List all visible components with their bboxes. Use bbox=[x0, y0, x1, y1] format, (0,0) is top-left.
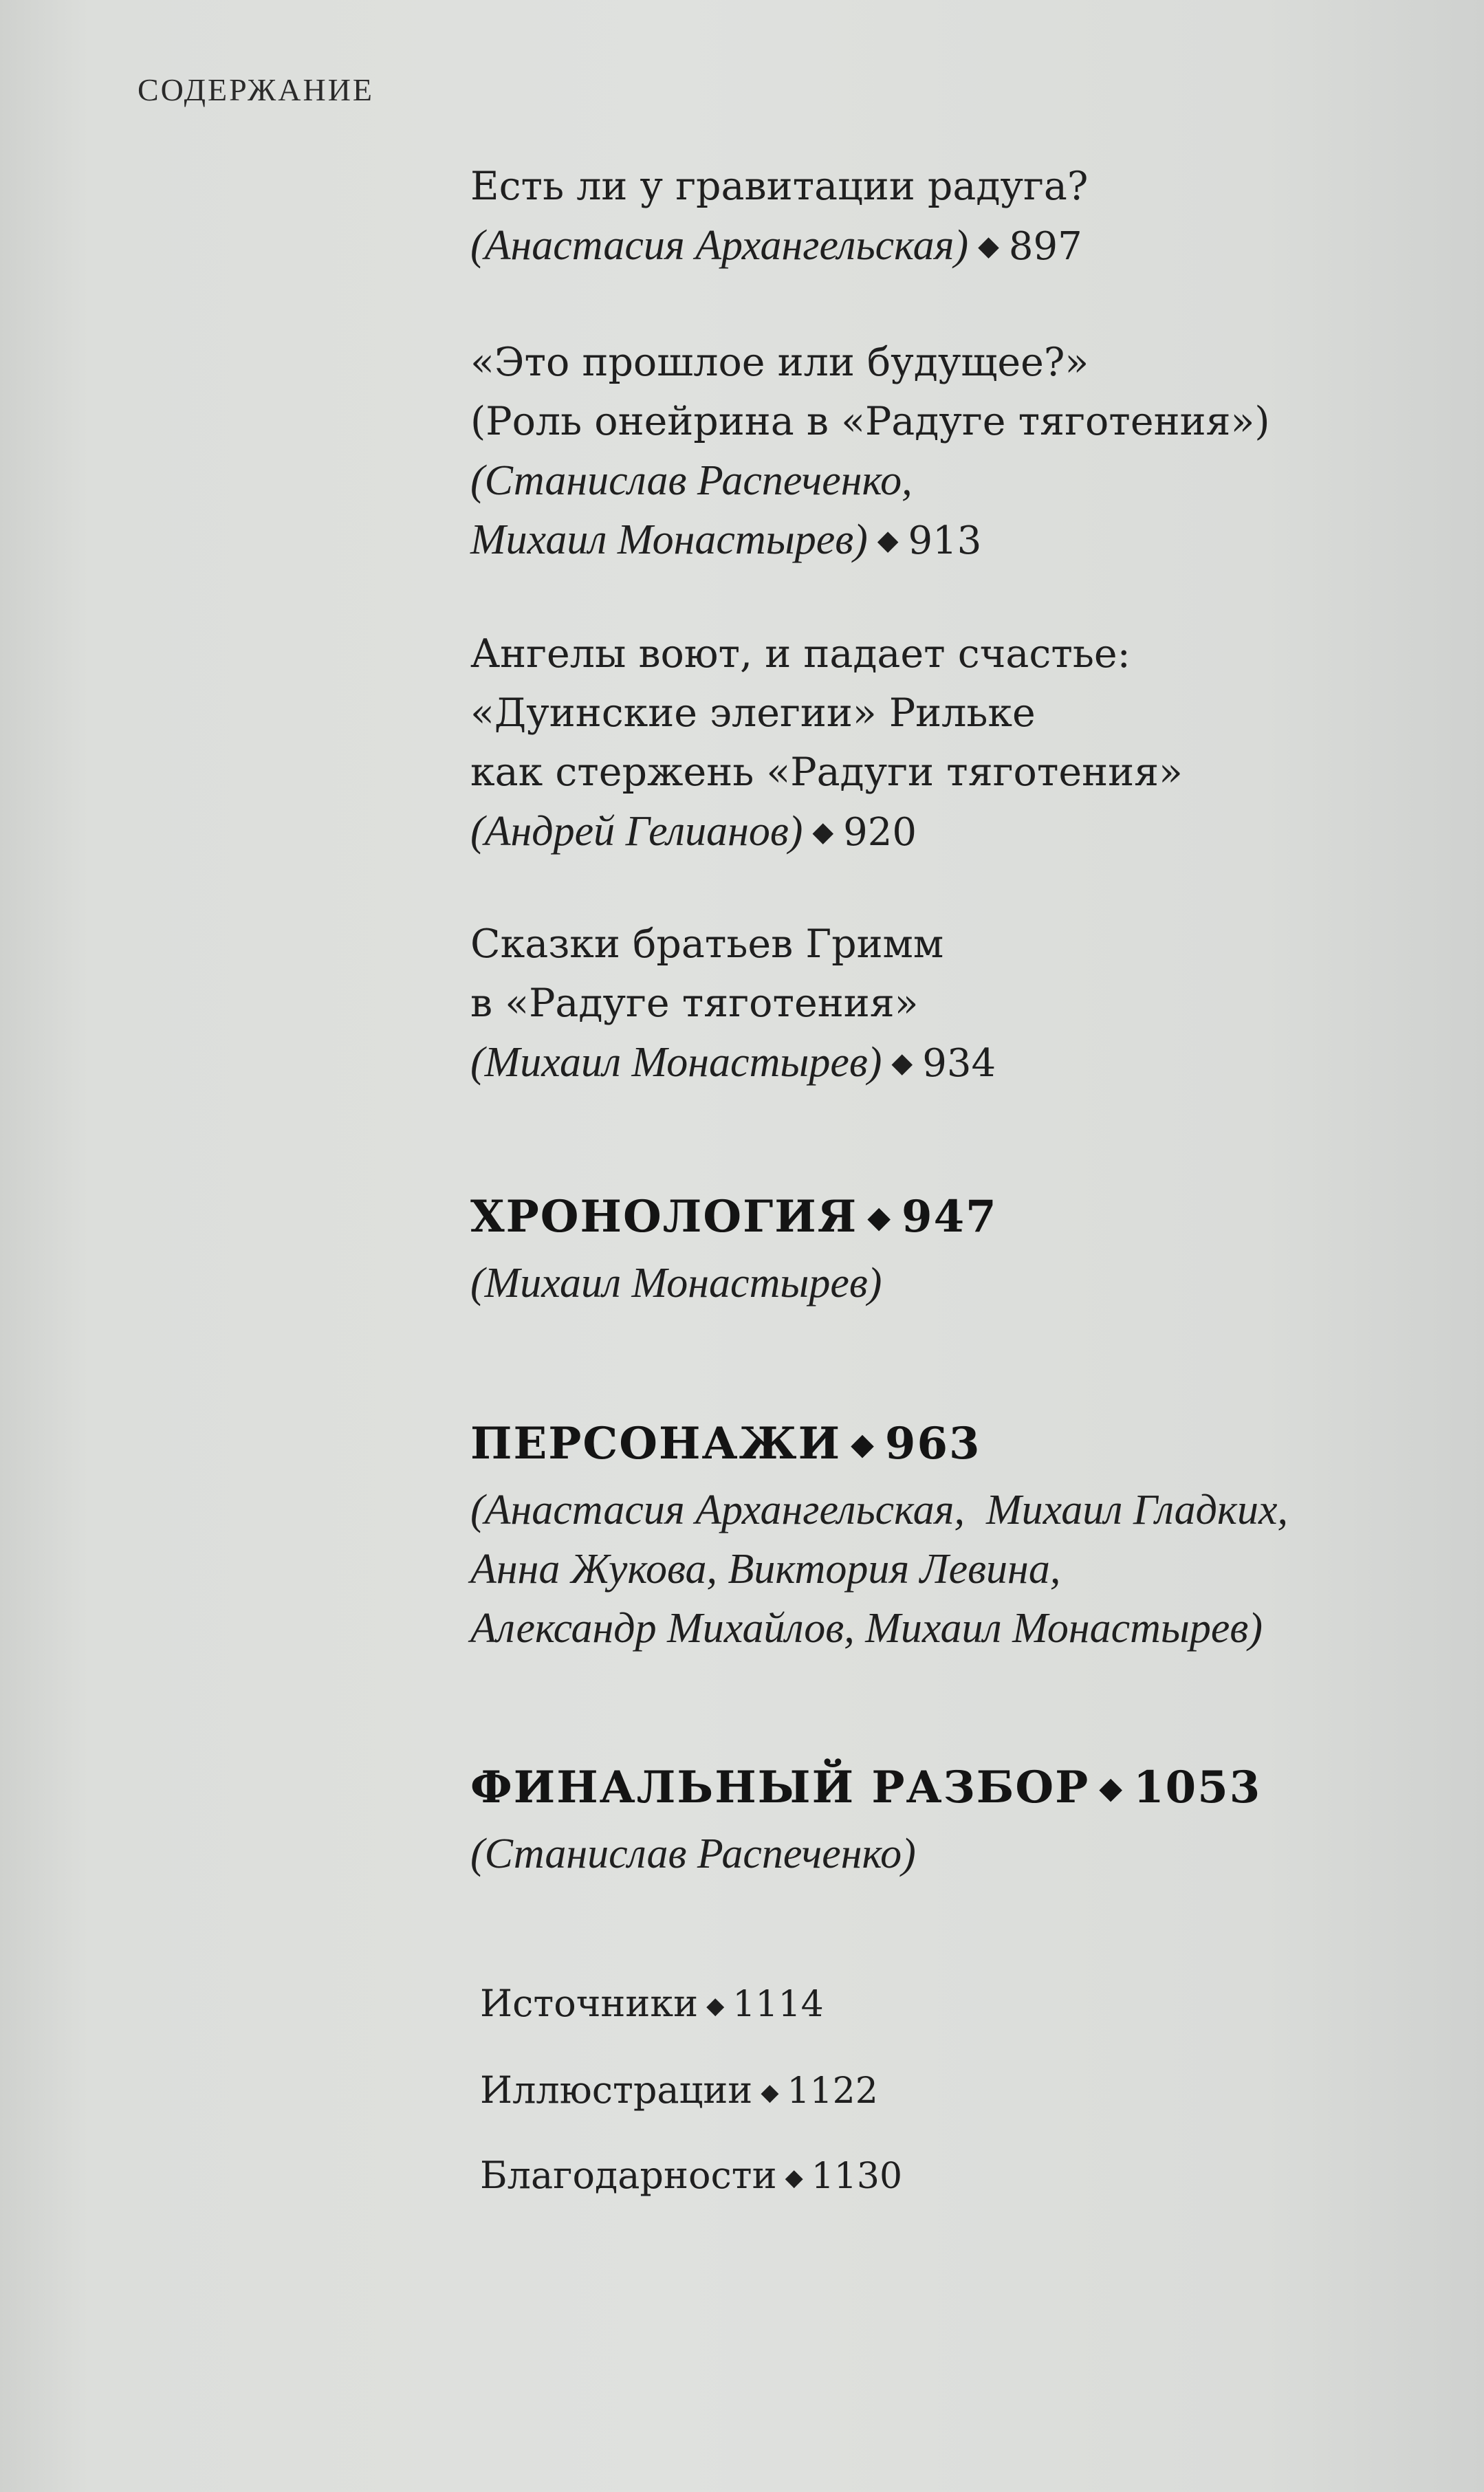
section-title: ФИНАЛЬНЫЙ РАЗБОР ◆ 1053 bbox=[470, 1756, 1261, 1824]
entry-title-line: «Дуинские элегии» Рильке bbox=[470, 690, 1036, 736]
appendix-page-number: 1114 bbox=[732, 1984, 824, 2025]
toc-appendix-sources[interactable] bbox=[480, 1982, 824, 2025]
entry-page-number: 934 bbox=[922, 1041, 996, 1086]
toc-appendix-acknowledgements[interactable] bbox=[480, 2154, 902, 2197]
toc-section-chronology[interactable] bbox=[470, 1185, 998, 1313]
appendix-page-number: 1130 bbox=[811, 2156, 903, 2197]
entry-page-number: 920 bbox=[843, 810, 917, 855]
entry-author-line: (Михаил Монастырев) ◆ 934 bbox=[470, 1033, 996, 1097]
diamond-separator-icon: ◆ bbox=[867, 1200, 893, 1235]
diamond-separator-icon: ◆ bbox=[785, 2164, 803, 2192]
section-title: ХРОНОЛОГИЯ ◆ 947 bbox=[470, 1185, 998, 1254]
section-title: ПЕРСОНАЖИ ◆ 963 bbox=[470, 1412, 1288, 1480]
section-page-number: 963 bbox=[884, 1418, 981, 1469]
entry-page-number: 913 bbox=[908, 518, 982, 563]
entry-title-line: Ангелы воют, и падает счастье: bbox=[470, 631, 1131, 677]
entry-author-line: (Анастасия Архангельская) ◆ 897 bbox=[470, 216, 1088, 280]
toc-entry-past-or-future[interactable] bbox=[470, 333, 1270, 574]
section-author-line: Анна Жукова, Виктория Левина, bbox=[470, 1546, 1061, 1593]
section-author-line: Александр Михайлов, Михаил Монастырев) bbox=[470, 1605, 1263, 1652]
toc-section-final-analysis[interactable] bbox=[470, 1756, 1261, 1883]
entry-title-line: Сказки братьев Гримм bbox=[470, 921, 944, 967]
toc-entry-gravity-rainbow[interactable] bbox=[470, 157, 1088, 280]
appendix-title: Иллюстрации bbox=[480, 2068, 753, 2112]
diamond-separator-icon: ◆ bbox=[877, 525, 899, 556]
entry-title-line: в «Радуге тяготения» bbox=[470, 981, 919, 1026]
diamond-separator-icon: ◆ bbox=[1099, 1771, 1124, 1806]
entry-title-line: Есть ли у гравитации радуга? bbox=[470, 164, 1089, 209]
section-page-number: 947 bbox=[902, 1191, 998, 1243]
diamond-separator-icon: ◆ bbox=[812, 816, 834, 847]
page-header: СОДЕРЖАНИЕ bbox=[138, 72, 375, 107]
section-page-number: 1053 bbox=[1133, 1762, 1262, 1813]
section-author-line: (Михаил Монастырев) bbox=[470, 1260, 882, 1307]
entry-title-line: (Роль онейрина в «Радуге тяготения») bbox=[470, 399, 1270, 444]
entry-author-line: Михаил Монастырев) ◆ 913 bbox=[470, 510, 1270, 574]
appendix-title: Источники bbox=[480, 1982, 699, 2025]
entry-author-line: (Станислав Распеченко, bbox=[470, 457, 913, 504]
toc-entry-angels-howl[interactable] bbox=[470, 624, 1183, 866]
toc-section-characters[interactable] bbox=[470, 1412, 1288, 1658]
diamond-separator-icon: ◆ bbox=[891, 1047, 913, 1078]
entry-author-line: (Андрей Гелианов) ◆ 920 bbox=[470, 802, 1183, 866]
entry-title-line: «Это прошлое или будущее?» bbox=[470, 340, 1089, 385]
entry-page-number: 897 bbox=[1008, 224, 1082, 269]
section-author-line: (Анастасия Архангельская, Михаил Гладких, bbox=[470, 1487, 1288, 1533]
appendix-page-number: 1122 bbox=[787, 2070, 878, 2112]
diamond-separator-icon: ◆ bbox=[706, 1992, 725, 2020]
diamond-separator-icon: ◆ bbox=[978, 230, 999, 261]
toc-appendix-illustrations[interactable] bbox=[480, 2068, 878, 2112]
diamond-separator-icon: ◆ bbox=[851, 1427, 875, 1462]
toc-entry-grimm-tales[interactable] bbox=[470, 915, 996, 1097]
appendix-title: Благодарности bbox=[480, 2154, 777, 2197]
diamond-separator-icon: ◆ bbox=[761, 2079, 779, 2106]
section-author-line: (Станислав Распеченко) bbox=[470, 1830, 916, 1877]
entry-title-line: как стержень «Радуги тяготения» bbox=[470, 750, 1183, 795]
